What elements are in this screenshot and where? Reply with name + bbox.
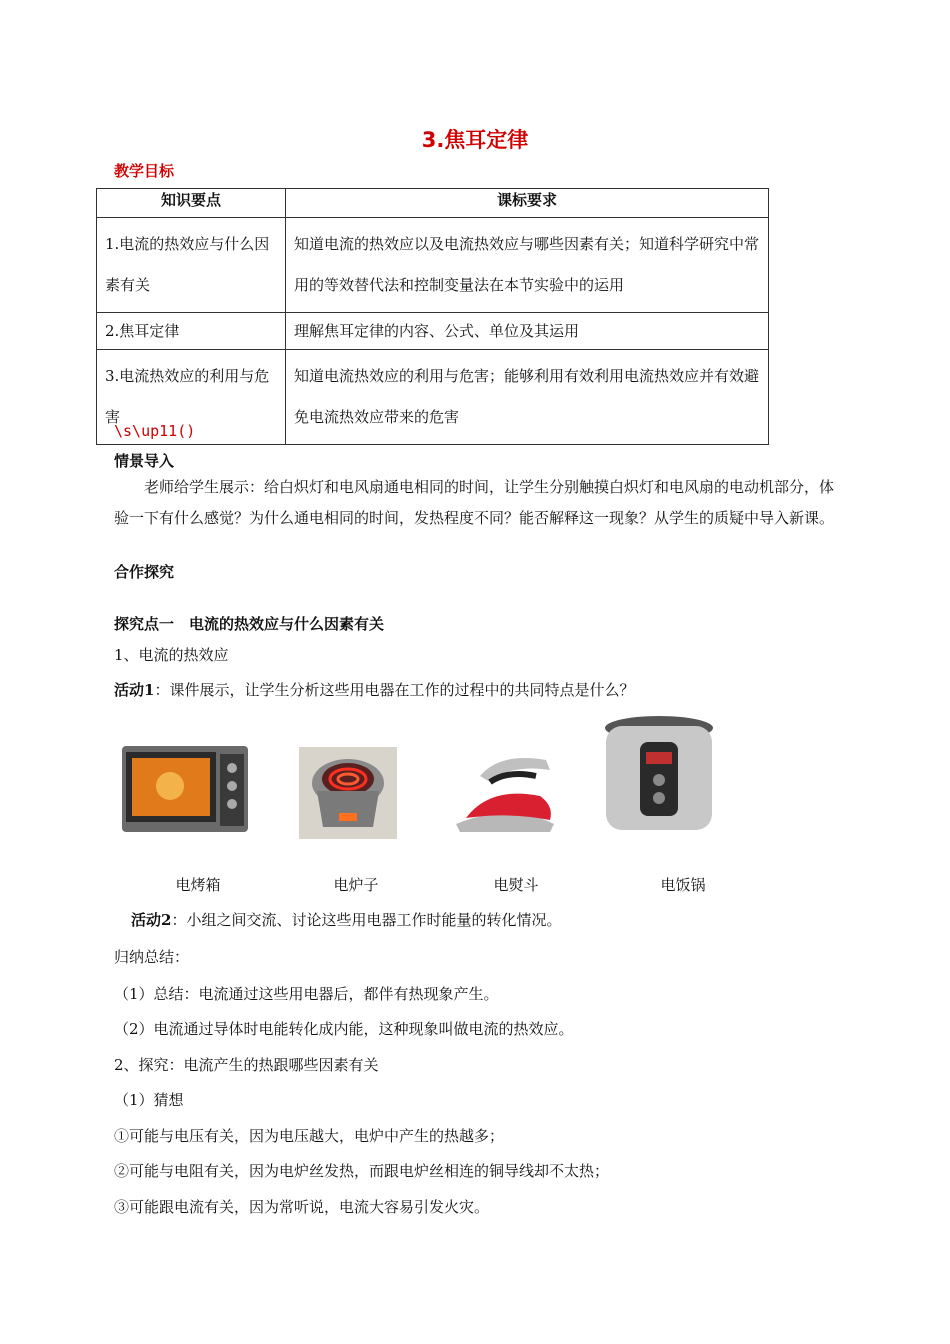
table-header: 知识要点 — [97, 189, 286, 218]
guess-item: ①可能与电压有关，因为电压越大，电炉中产生的热越多； — [114, 1127, 505, 1145]
stove-image — [299, 747, 397, 839]
table-row — [97, 350, 769, 445]
goals-table — [96, 188, 769, 445]
appliance-label: 电饭锅 — [660, 876, 706, 894]
table-cell: 知道电流热效应的利用与危害；能够利用有效利用电流热效应并有效避免电流热效应带来的危害 — [286, 350, 769, 445]
page-title: 3.焦耳定律 — [421, 128, 529, 152]
goals-heading: 教学目标 — [114, 162, 175, 180]
activity1-text: ：课件展示，让学生分析这些用电器在工作的过程中的共同特点是什么？ — [154, 681, 635, 699]
summary-heading: 归纳总结： — [114, 948, 190, 966]
summary-item: （1）总结：电流通过这些用电器后，都伴有热现象产生。 — [114, 985, 499, 1003]
table-cell: 理解焦耳定律的内容、公式、单位及其运用 — [286, 313, 769, 350]
table-header: 课标要求 — [286, 189, 769, 218]
rice-cooker-image — [596, 712, 722, 840]
table-cell: 2.焦耳定律 — [97, 313, 286, 350]
activity2-text: ：小组之间交流、讨论这些用电器工作时能量的转化情况。 — [171, 911, 562, 929]
guess-item: ②可能与电阻有关，因为电炉丝发热，而跟电炉丝相连的铜导线却不太热； — [114, 1162, 610, 1180]
table-row — [97, 218, 769, 313]
sub1-heading: 1、电流的热效应 — [114, 646, 229, 664]
activity1 — [114, 680, 634, 700]
coop-heading: 合作探究 — [114, 563, 175, 581]
table-cell: 3.电流热效应的利用与危害 — [97, 350, 286, 445]
table-header-row — [97, 189, 769, 218]
table-row — [97, 313, 769, 350]
explore1-heading: 探究点一 电流的热效应与什么因素有关 — [114, 615, 385, 633]
table-cell: 1.电流的热效应与什么因素有关 — [97, 218, 286, 313]
table-cell: 知道电流的热效应以及电流热效应与哪些因素有关；知道科学研究中常用的等效替代法和控制变量法在本节实验中的运用 — [286, 218, 769, 313]
intro-heading: 情景导入 — [114, 452, 175, 470]
sub2-heading: 2、探究：电流产生的热跟哪些因素有关 — [114, 1056, 379, 1074]
activity1-label: 活动1 — [114, 681, 155, 699]
guess-heading: （1）猜想 — [114, 1091, 184, 1109]
appliance-label: 电炉子 — [333, 876, 379, 894]
activity2 — [131, 910, 561, 930]
appliance-label: 电熨斗 — [493, 876, 539, 894]
iron-image — [450, 746, 560, 836]
summary-item: （2）电流通过导体时电能转化成内能，这种现象叫做电流的热效应。 — [114, 1020, 574, 1038]
guess-item: ③可能跟电流有关，因为常听说，电流大容易引发火灾。 — [114, 1198, 490, 1216]
appliance-label: 电烤箱 — [175, 876, 221, 894]
oven-image — [120, 744, 250, 834]
field-code: \s\up11() — [114, 422, 196, 440]
activity2-label: 活动2 — [131, 911, 172, 929]
intro-text: 老师给学生展示：给白炽灯和电风扇通电相同的时间，让学生分别触摸白炽灯和电风扇的电动机部分，体验一下有什么感觉？为什么通电相同的时间，发热程度不同？能否解释这一现象？从学生的质疑中导入新课。 — [114, 478, 835, 527]
